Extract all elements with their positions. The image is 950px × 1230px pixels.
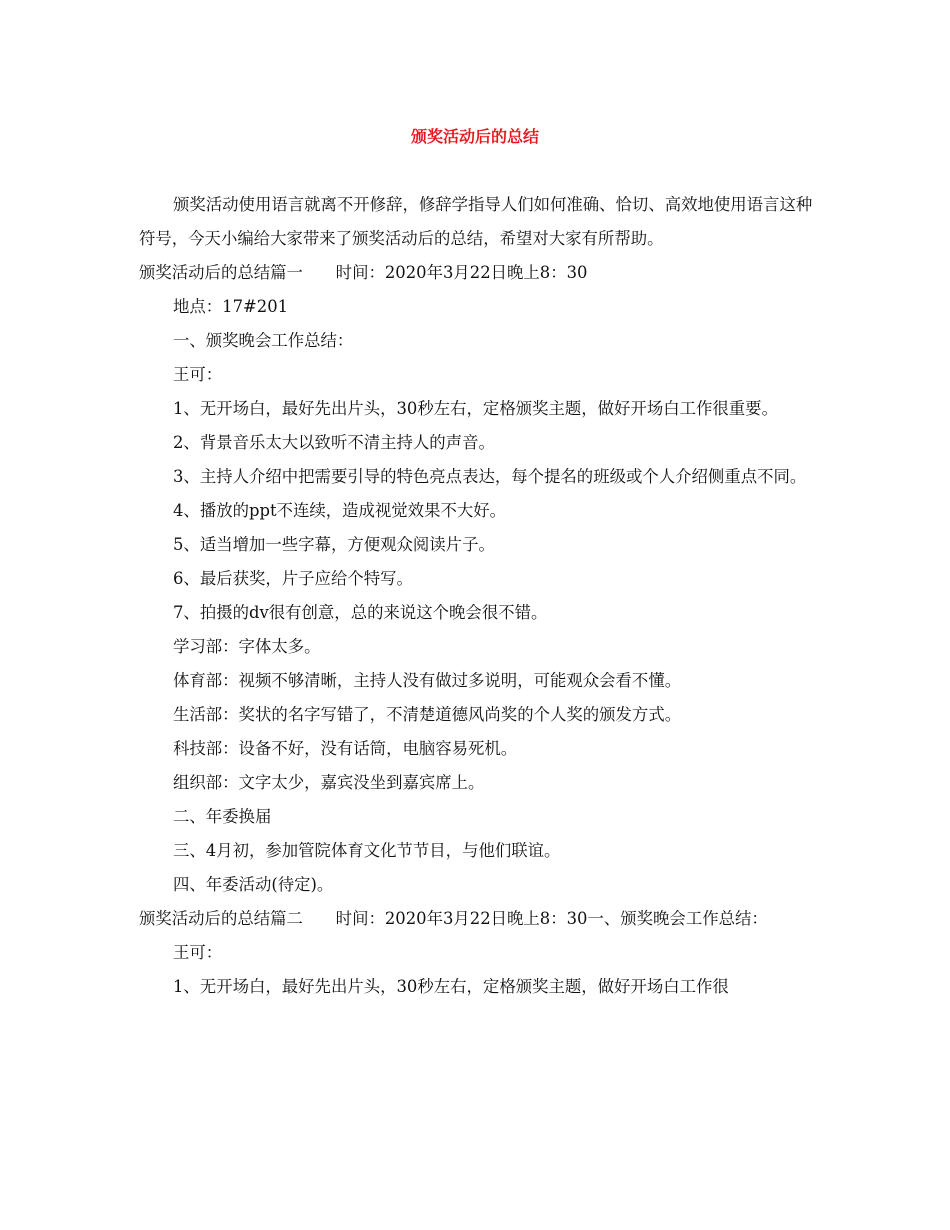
paragraph: 2、背景音乐太大以致听不清主持人的声音。	[173, 433, 495, 452]
paragraph: 颁奖活动使用语言就离不开修辞，修辞学指导人们如何准确、恰切、高效地使用语言这种符号，今天小编给大家带来了颁奖活动后的总结，希望对大家有所帮助。	[139, 195, 813, 248]
paragraph: 颁奖活动后的总结篇一 时间：2020年3月22日晚上8：30	[139, 263, 588, 282]
paragraph: 颁奖活动后的总结篇二 时间：2020年3月22日晚上8：30一、颁奖晚会工作总结：	[139, 909, 768, 928]
paragraph: 7、拍摄的dv很有创意，总的来说这个晚会很不错。	[173, 603, 548, 622]
paragraph: 5、适当增加一些字幕，方便观众阅读片子。	[173, 535, 495, 554]
paragraph: 组织部：文字太少，嘉宾没坐到嘉宾席上。	[173, 773, 485, 792]
paragraph: 体育部：视频不够清晰，主持人没有做过多说明，可能观众会看不懂。	[173, 671, 682, 690]
paragraph: 一、颁奖晚会工作总结：	[173, 331, 354, 350]
paragraph: 二、年委换届	[173, 807, 272, 826]
paragraph: 6、最后获奖，片子应给个特写。	[173, 569, 413, 588]
paragraph: 1、无开场白，最好先出片头，30秒左右，定格颁奖主题，做好开场白工作很重要。	[173, 399, 778, 418]
paragraph: 1、无开场白，最好先出片头，30秒左右，定格颁奖主题，做好开场白工作很	[173, 977, 729, 996]
paragraph: 王可：	[173, 943, 223, 962]
paragraph: 生活部：奖状的名字写错了，不清楚道德风尚奖的个人奖的颁发方式。	[173, 705, 682, 724]
paragraph: 3、主持人介绍中把需要引导的特色亮点表达，每个提名的班级或个人介绍侧重点不同。	[173, 467, 807, 486]
document-title: 颁奖活动后的总结	[410, 127, 539, 146]
paragraph: 王可：	[173, 365, 223, 384]
paragraph: 地点：17#201	[173, 297, 289, 316]
document-body	[139, 188, 819, 1004]
paragraph: 科技部：设备不好，没有话筒，电脑容易死机。	[173, 739, 518, 758]
paragraph: 学习部：字体太多。	[173, 637, 321, 656]
paragraph: 4、播放的ppt不连续，造成视觉效果不大好。	[173, 501, 507, 520]
paragraph: 三、4月初，参加管院体育文化节节目，与他们联谊。	[173, 841, 561, 860]
paragraph: 四、年委活动(待定)。	[173, 875, 334, 894]
